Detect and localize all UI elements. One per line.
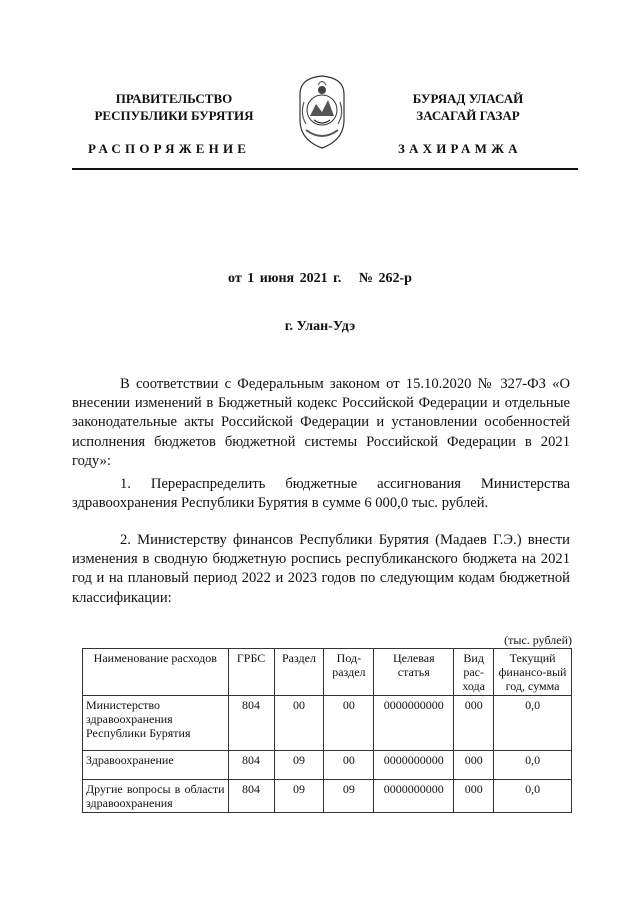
cell-section: 09: [274, 751, 324, 780]
item2-text: 2. Министерству финансов Республики Бурятия (Мадаев Г.Э.) внести изменения в сводную бюджетную роспись республиканского бюджета на 2021 год и на плановый период 2022 и 2023 годов по следующим кодам бюджетной классификации:: [72, 532, 570, 606]
cell-grbs: 804: [228, 780, 274, 813]
cell-type: 000: [454, 780, 494, 813]
doc-city: г. Улан-Удэ: [284, 319, 356, 334]
cell-target: 0000000000: [374, 751, 454, 780]
cell-type: 000: [454, 751, 494, 780]
col-header-name: Наименование расходов: [83, 649, 229, 696]
table-row: [83, 780, 572, 813]
col-header-type: Вид рас-хода: [454, 649, 494, 696]
doc-date: от 1 июня 2021 г.: [228, 271, 342, 286]
cell-sum: 0,0: [494, 696, 572, 751]
doc-type-left: РАСПОРЯЖЕНИЕ: [88, 141, 251, 156]
cell-grbs: 804: [228, 696, 274, 751]
buryatia-coat-of-arms-icon: [296, 72, 348, 150]
cell-name: Здравоохранение: [83, 751, 229, 780]
cell-target: 0000000000: [374, 780, 454, 813]
table-units: (тыс. рублей): [504, 633, 572, 647]
cell-subsection: 00: [324, 751, 374, 780]
header-right-line2: ЗАСАГАЙ ГАЗАР: [416, 108, 520, 123]
header-divider: [72, 168, 578, 170]
preamble-paragraph: [72, 375, 570, 471]
cell-name: Министерство здравоохранения Республики Бурятия: [83, 696, 229, 751]
header-left-line1: ПРАВИТЕЛЬСТВО: [115, 91, 233, 106]
cell-section: 00: [274, 696, 324, 751]
item2-paragraph: [72, 531, 570, 608]
cell-type: 000: [454, 696, 494, 751]
doc-number: № 262-р: [358, 271, 412, 286]
cell-subsection: 00: [324, 696, 374, 751]
item1-text: 1. Перераспределить бюджетные ассигнования Министерства здравоохранения Республики Бурятия в сумме 6 000,0 тыс. рублей.: [72, 476, 570, 512]
doc-date-number: [0, 271, 640, 287]
cell-section: 09: [274, 780, 324, 813]
table-row: [83, 696, 572, 751]
cell-sum: 0,0: [494, 751, 572, 780]
col-header-grbs: ГРБС: [228, 649, 274, 696]
header-right: [368, 90, 568, 124]
cell-subsection: 09: [324, 780, 374, 813]
header-left-line2: РЕСПУБЛИКИ БУРЯТИЯ: [94, 108, 254, 123]
cell-target: 0000000000: [374, 696, 454, 751]
header-right-line1: БУРЯАД УЛАСАЙ: [412, 91, 524, 106]
budget-table: [82, 648, 572, 813]
col-header-target: Целевая статья: [374, 649, 454, 696]
col-header-sum: Текущий финансо-вый год, сумма: [494, 649, 572, 696]
table-header-row: [83, 649, 572, 696]
header-left: [74, 90, 274, 124]
table-row: [83, 751, 572, 780]
item1-paragraph: [72, 475, 570, 513]
col-header-subsection: Под-раздел: [324, 649, 374, 696]
cell-grbs: 804: [228, 751, 274, 780]
preamble-text: В соответствии с Федеральным законом от 15.10.2020 № 327-ФЗ «О внесении изменений в Бюджетный кодекс Российской Федерации и отдельные законодательные акты Российской Федерации и установлении особенностей исполнения бюджетов бюджетной системы Российской Федерации в 2021 году»:: [72, 376, 570, 469]
cell-sum: 0,0: [494, 780, 572, 813]
doc-type-right: ЗАХИРАМЖА: [398, 141, 522, 156]
col-header-section: Раздел: [274, 649, 324, 696]
cell-name: Другие вопросы в области здравоохранения: [83, 780, 229, 813]
